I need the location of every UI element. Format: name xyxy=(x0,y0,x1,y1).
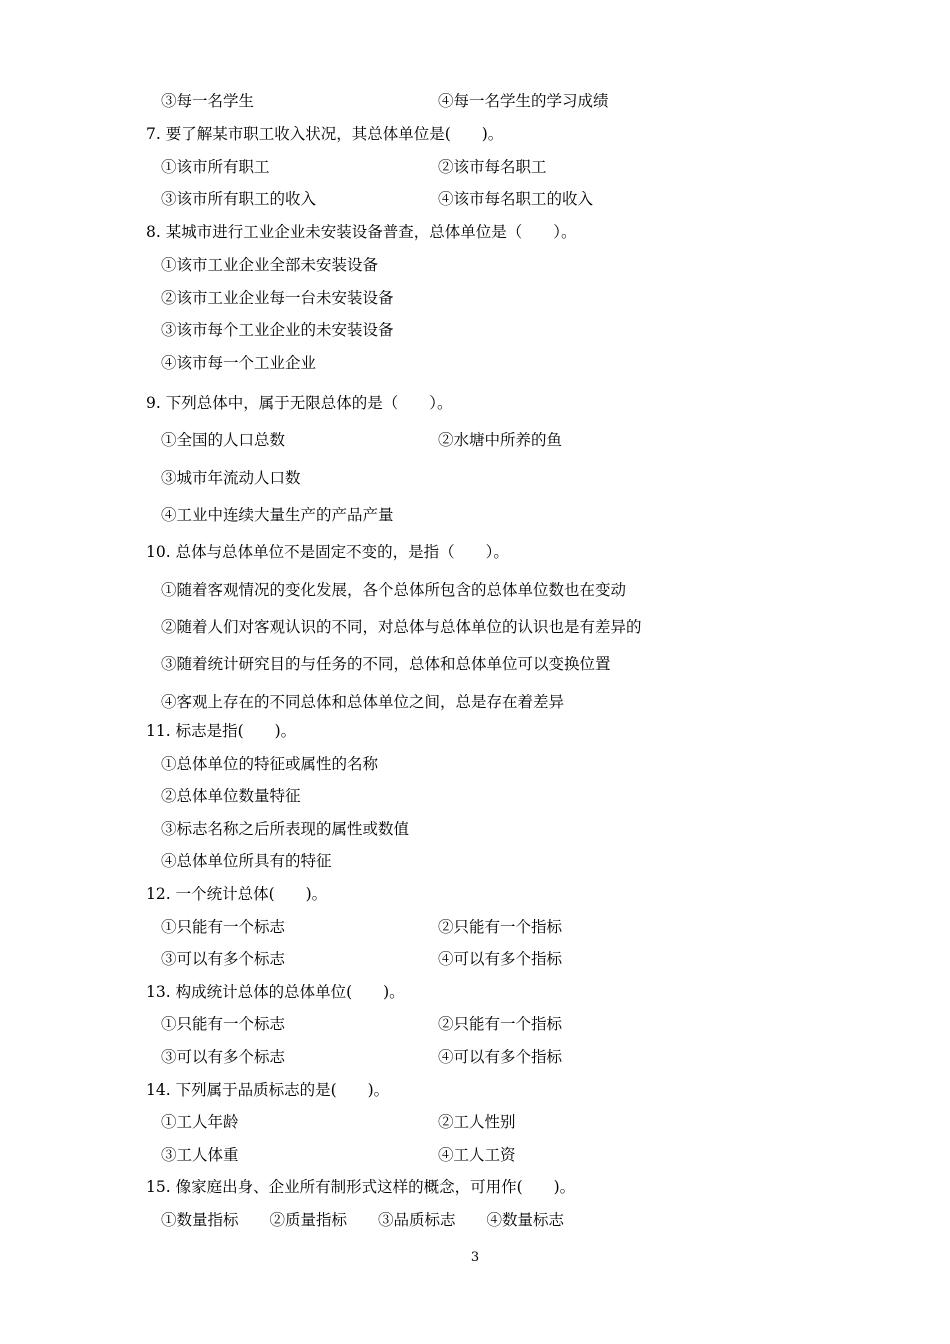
question-stem: 15. 像家庭出身、企业所有制形式这样的概念，可用作( )。 xyxy=(146,1178,576,1196)
answer-option: ①全国的人口总数 xyxy=(161,431,286,449)
answer-option: ③可以有多个标志 xyxy=(161,950,286,968)
answer-option: ④工人工资 xyxy=(438,1146,516,1164)
answer-option: ④可以有多个指标 xyxy=(438,1048,563,1066)
answer-option: ②工人性别 xyxy=(438,1113,516,1131)
question-stem: 10. 总体与总体单位不是固定不变的，是指（ ）。 xyxy=(146,543,509,561)
question-stem: 7. 要了解某市职工收入状况，其总体单位是( )。 xyxy=(146,125,504,143)
answer-option: ④客观上存在的不同总体和总体单位之间，总是存在着差异 xyxy=(161,693,565,711)
question-stem: 8. 某城市进行工业企业未安装设备普查，总体单位是（ ）。 xyxy=(146,223,577,241)
answer-option: ④工业中连续大量生产的产品产量 xyxy=(161,506,394,524)
answer-option: ①该市工业企业全部未安装设备 xyxy=(161,256,379,274)
answer-option: ①随着客观情况的变化发展，各个总体所包含的总体单位数也在变动 xyxy=(161,581,627,599)
answer-option: ④可以有多个指标 xyxy=(438,950,563,968)
answer-option: ③城市年流动人口数 xyxy=(161,469,301,487)
question-stem: 11. 标志是指( )。 xyxy=(146,722,297,740)
answer-option: ③工人体重 xyxy=(161,1146,239,1164)
answer-option: ①该市所有职工 xyxy=(161,158,270,176)
answer-option: ②只能有一个指标 xyxy=(438,918,563,936)
answer-option: ③随着统计研究目的与任务的不同，总体和总体单位可以变换位置 xyxy=(161,655,611,673)
answer-option: ①工人年龄 xyxy=(161,1113,239,1131)
question-stem: 13. 构成统计总体的总体单位( )。 xyxy=(146,983,405,1001)
page-number: 3 xyxy=(470,1250,480,1265)
answer-option: ④该市每一个工业企业 xyxy=(161,354,317,372)
answer-option: ①只能有一个标志 xyxy=(161,1015,286,1033)
answer-option: ④总体单位所具有的特征 xyxy=(161,852,332,870)
answer-option: ②总体单位数量特征 xyxy=(161,787,301,805)
answer-option: ③该市每个工业企业的未安装设备 xyxy=(161,321,394,339)
answer-option: ③每一名学生 xyxy=(161,92,255,110)
answer-option: ②该市每名职工 xyxy=(438,158,547,176)
answer-option: ④该市每名职工的收入 xyxy=(438,190,594,208)
answer-option: ③可以有多个标志 xyxy=(161,1048,286,1066)
answer-option: ②该市工业企业每一台未安装设备 xyxy=(161,289,394,307)
question-stem: 9. 下列总体中，属于无限总体的是（ ）。 xyxy=(146,394,453,412)
answer-option: ③该市所有职工的收入 xyxy=(161,190,317,208)
answer-option: ①总体单位的特征或属性的名称 xyxy=(161,755,379,773)
question-stem: 14. 下列属于品质标志的是( )。 xyxy=(146,1081,390,1099)
answer-option: ②水塘中所养的鱼 xyxy=(438,431,563,449)
answer-option: ①只能有一个标志 xyxy=(161,918,286,936)
answer-option: ④每一名学生的学习成绩 xyxy=(438,92,609,110)
answer-option: ③标志名称之后所表现的属性或数值 xyxy=(161,820,410,838)
answer-option: ②随着人们对客观认识的不同，对总体与总体单位的认识也是有差异的 xyxy=(161,618,642,636)
answer-option: ②只能有一个指标 xyxy=(438,1015,563,1033)
question-stem: 12. 一个统计总体( )。 xyxy=(146,885,328,903)
answer-option: ①数量指标 ②质量指标 ③品质标志 ④数量标志 xyxy=(161,1211,565,1229)
